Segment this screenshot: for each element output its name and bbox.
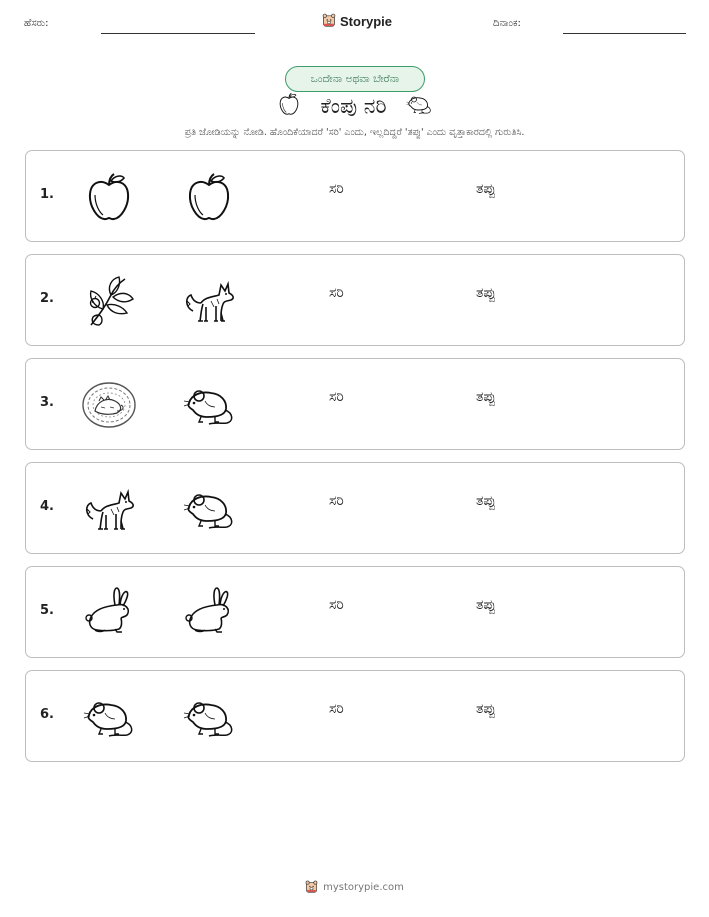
page-header [0, 0, 709, 50]
instructions: ಪ್ರತಿ ಜೋಡಿಯನ್ನು ನೋಡಿ. ಹೊಂದಿಕೆಯಾದರೆ 'ಸರಿ' ಎಂದು, ಇಲ್ಲದಿದ್ದರೆ 'ತಪ್ಪು' ಎಂದು ವೃತ್ತಾಕಾರದಲ್ಲಿ ಗುರುತಿಸಿ. [184, 127, 525, 138]
mouse-icon [181, 481, 237, 537]
question-card [25, 670, 685, 762]
mouse-icon [181, 689, 237, 745]
option-same[interactable]: ಸರಿ [329, 493, 344, 509]
question-number: 2. [40, 291, 54, 306]
question-number: 1. [40, 187, 54, 202]
mouse-icon [81, 689, 137, 745]
date-label: ದಿನಾಂಕ: [493, 18, 521, 29]
option-different[interactable]: ತಪ್ಪು [476, 597, 496, 613]
question-number: 6. [40, 707, 54, 722]
fox-icon [181, 273, 237, 329]
mouse-icon [181, 377, 237, 433]
option-same[interactable]: ಸರಿ [329, 285, 344, 301]
fox-icon [81, 481, 137, 537]
apple-icon [81, 169, 137, 225]
option-same[interactable]: ಸರಿ [329, 701, 344, 717]
option-same[interactable]: ಸರಿ [329, 389, 344, 405]
option-different[interactable]: ತಪ್ಪು [476, 285, 496, 301]
page-title: ಕೆಂಪು ನರಿ [320, 93, 387, 118]
brand-logo [322, 12, 392, 31]
question-card [25, 254, 685, 346]
option-different[interactable]: ತಪ್ಪು [476, 701, 496, 717]
apple-icon [181, 169, 237, 225]
question-card [25, 462, 685, 554]
rabbit-icon [81, 585, 137, 641]
option-same[interactable]: ಸರಿ [329, 597, 344, 613]
fox-den-icon [81, 377, 137, 433]
option-different[interactable]: ತಪ್ಪು [476, 181, 496, 197]
apple-icon [276, 91, 302, 121]
question-number: 5. [40, 603, 54, 618]
date-field[interactable] [563, 33, 686, 34]
option-different[interactable]: ತಪ್ಪು [476, 493, 496, 509]
brand-name: Storypie [340, 14, 393, 29]
title-row [0, 92, 709, 120]
question-card [25, 358, 685, 450]
name-label: ಹೆಸರು: [24, 18, 49, 29]
activity-badge: ಒಂದೇನಾ ಅಥವಾ ಬೇರೆನಾ [285, 66, 425, 92]
rabbit-icon [181, 585, 237, 641]
footer-site[interactable]: mystorypie.com [323, 882, 404, 893]
question-card [25, 566, 685, 658]
bear-icon [322, 12, 336, 31]
page-footer [0, 878, 709, 897]
name-field[interactable] [101, 33, 255, 34]
option-different[interactable]: ತಪ್ಪು [476, 389, 496, 405]
question-card [25, 150, 685, 242]
question-number: 3. [40, 395, 54, 410]
bear-icon [305, 878, 318, 897]
mouse-icon [405, 90, 433, 122]
option-same[interactable]: ಸರಿ [329, 181, 344, 197]
question-number: 4. [40, 499, 54, 514]
berry-branch-icon [81, 273, 137, 329]
